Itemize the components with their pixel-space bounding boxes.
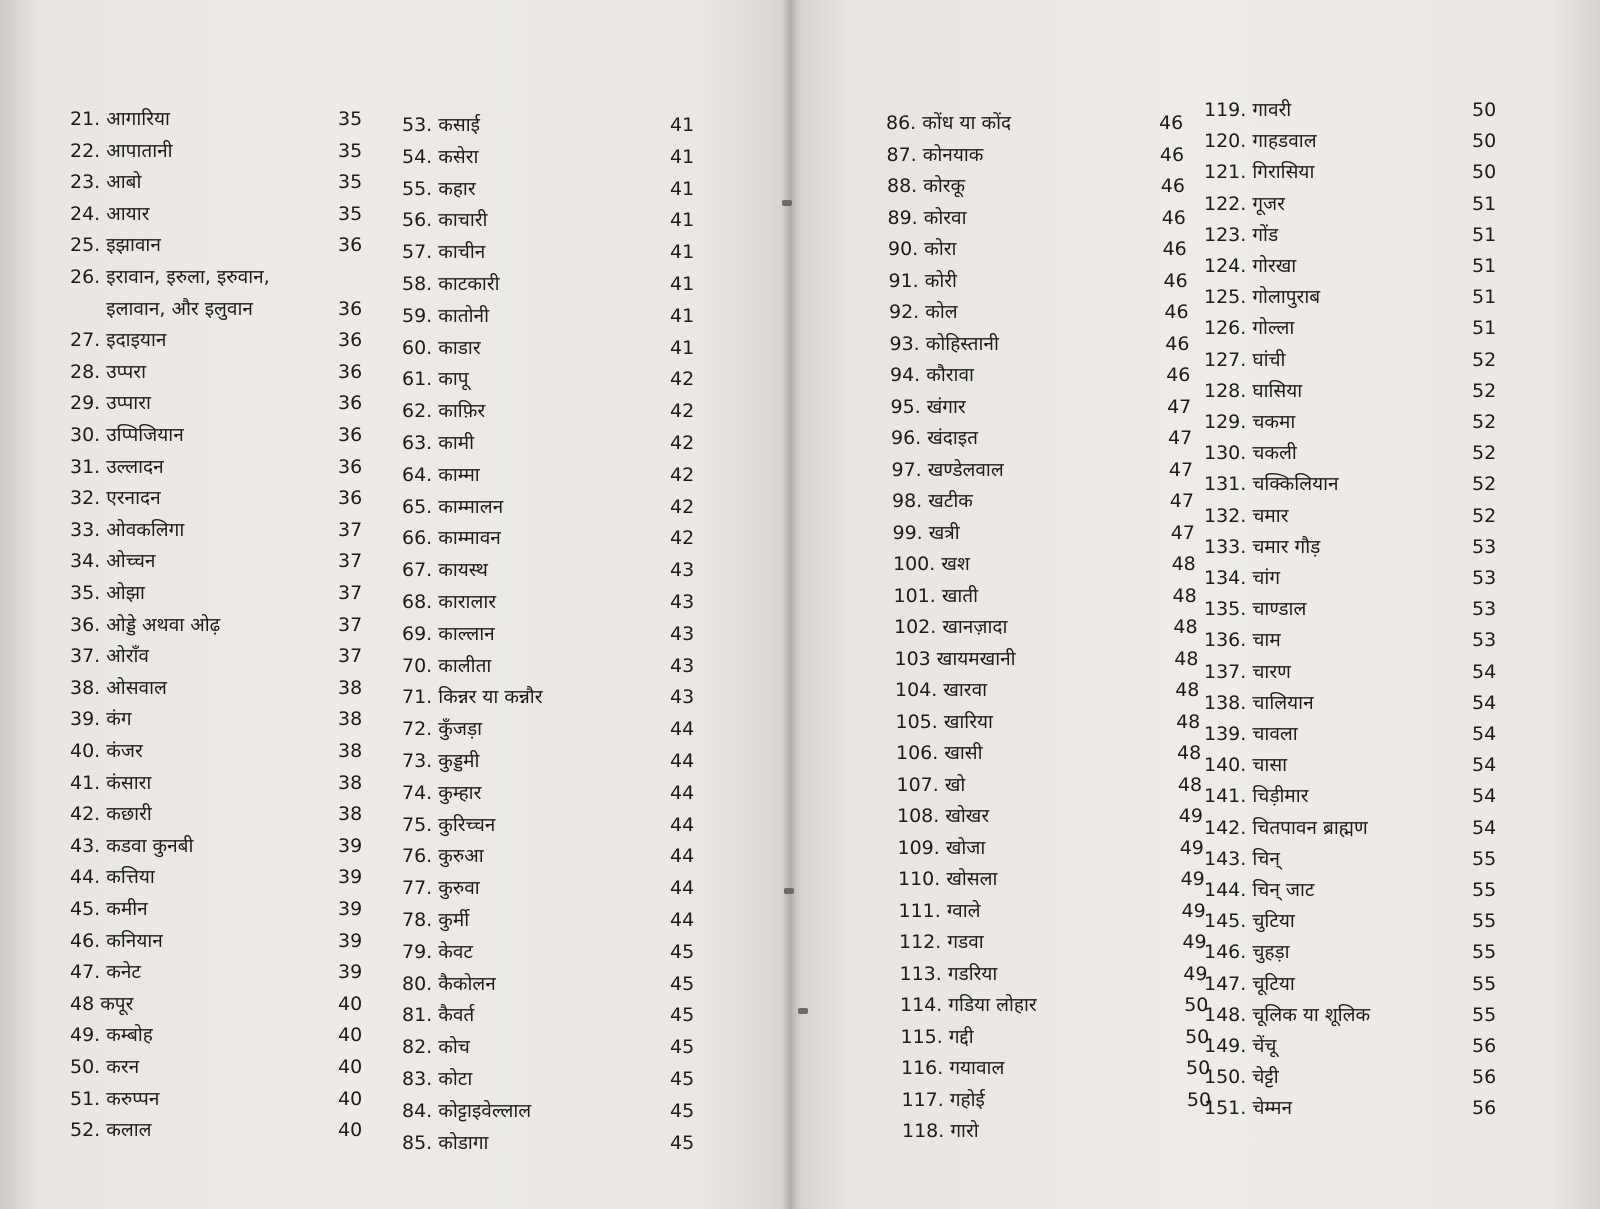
entry-page-number: 39 [338, 929, 363, 952]
entry-name: 113. गडरिया [899, 962, 998, 985]
entry-name: 33. ओवकलिगा [70, 518, 185, 541]
entry-page-number: 36 [338, 234, 363, 257]
entry-page-number: 39 [338, 961, 363, 984]
entry-name: 125. गोलापुराब [1204, 286, 1321, 309]
entry-name: 48 कपूर [70, 992, 134, 1015]
entry-page-number: 49 [1180, 868, 1205, 890]
entry-name: 151. चेम्मन [1204, 1097, 1292, 1120]
entry-page-number: 53 [1472, 567, 1497, 589]
entry-page-number: 37 [338, 582, 363, 604]
entry-page-number: 55 [1472, 1003, 1497, 1026]
entry-page-number: 51 [1472, 223, 1497, 246]
entry-name: 111. ग्वाले [898, 899, 981, 922]
entry-name: 135. चाण्डाल [1204, 598, 1307, 621]
entry-page-number: 51 [1472, 317, 1497, 340]
entry-name: 106. खासी [896, 742, 983, 764]
entry-name: 144. चिन् जाट [1204, 879, 1315, 901]
entry-page-number: 53 [1472, 535, 1497, 558]
entry-page-number: 52 [1472, 504, 1497, 527]
entry-name: 123. गोंड [1204, 223, 1279, 246]
entry-name: 73. कुड्डमी [402, 750, 480, 772]
entry-name: 47. कनेट [70, 961, 141, 984]
entry-name: 38. ओसवाल [70, 676, 167, 699]
entry-page-number: 39 [338, 866, 363, 889]
entry-page-number: 38 [338, 708, 363, 731]
entry-name: 94. कौरावा [890, 364, 974, 386]
entry-page-number: 35 [338, 139, 363, 162]
entry-page-number: 50 [1472, 99, 1497, 121]
entry-name: 141. चिड़ीमार [1204, 785, 1309, 808]
entry-page-number: 45 [670, 940, 695, 963]
entry-name: 44. कत्तिया [70, 866, 155, 889]
entry-name: 53. कसाई [402, 114, 480, 136]
entry-name: 120. गाहडवाल [1204, 130, 1317, 153]
entry-page-number: 41 [670, 304, 695, 327]
entry-name: 23. आबो [70, 171, 142, 194]
entry-name: 50. करन [70, 1056, 140, 1078]
entry-name: 96. खंदाइत [891, 427, 978, 449]
entry-page-number: 51 [1472, 192, 1497, 215]
entry-page-number: 41 [670, 145, 695, 168]
entry-page-number: 48 [1176, 710, 1201, 733]
right-page [790, 0, 1600, 1209]
entry-name: 89. कोरवा [887, 206, 967, 229]
entry-name: 32. एरनादन [70, 487, 161, 510]
entry-page-number: 48 [1173, 616, 1198, 638]
entry-name: 46. कनियान [70, 929, 163, 952]
entry-name: 112. गडवा [899, 931, 984, 953]
entry-page-number: 50 [1186, 1057, 1211, 1079]
entry-page-number: 46 [1166, 364, 1191, 386]
entry-name: 54. कसेरा [402, 145, 479, 168]
entry-name: 61. कापू [402, 368, 469, 391]
entry-name: 77. कुरुवा [402, 877, 480, 900]
entry-page-number: 52 [1472, 442, 1497, 465]
entry-name: 67. कायस्थ [402, 559, 488, 582]
entry-page-number: 50 [1185, 1025, 1210, 1048]
entry-name: 99. खत्री [892, 521, 960, 544]
entry-name: 130. चकली [1204, 442, 1297, 465]
entry-page-number: 40 [338, 1024, 363, 1047]
entry-name: 63. कामी [402, 432, 475, 454]
entry-name: 110. खोसला [898, 868, 998, 890]
entry-page-number: 54 [1472, 816, 1497, 839]
entry-page-number: 42 [670, 463, 695, 486]
entry-page-number: 48 [1171, 553, 1196, 575]
entry-name: 131. चक्किलियान [1204, 473, 1339, 496]
entry-page-number: 45 [670, 1068, 695, 1090]
entry-name: 114. गडिया लोहार [900, 994, 1037, 1016]
entry-name: 85. कोडागा [402, 1131, 489, 1154]
entry-page-number: 46 [1165, 332, 1190, 355]
entry-page-number: 40 [338, 1087, 363, 1110]
entry-name: 34. ओच्चन [70, 550, 156, 573]
entry-name: 64. काम्मा [402, 463, 480, 486]
entry-name: 68. कारालार [402, 591, 497, 613]
entry-name: 56. काचारी [402, 209, 488, 232]
entry-page-number: 55 [1472, 879, 1497, 901]
entry-page-number: 46 [1161, 206, 1186, 229]
entry-page-number: 37 [338, 550, 363, 573]
entry-page-number: 35 [338, 171, 363, 194]
entry-page-number: 36 [338, 487, 363, 510]
entry-page-number: 54 [1472, 723, 1497, 745]
entry-name: 146. चुहड़ा [1204, 941, 1290, 964]
entry-page-number: 51 [1472, 255, 1497, 277]
entry-name: 35. ओझा [70, 582, 145, 604]
entry-page-number: 41 [670, 336, 695, 359]
entry-page-number: 41 [670, 273, 695, 295]
entry-name: 142. चितपावन ब्राह्मण [1204, 816, 1368, 839]
entry-page-number: 36 [338, 360, 363, 383]
entry-page-number: 40 [338, 1119, 363, 1142]
entry-page-number: 36 [338, 455, 363, 478]
entry-name: 119. गावरी [1204, 99, 1292, 121]
entry-name: 60. काडार [402, 336, 481, 359]
entry-name: 22. आपातानी [70, 139, 173, 162]
entry-page-number: 50 [1472, 130, 1497, 153]
entry-name: 93. कोहिस्तानी [889, 332, 999, 355]
entry-page-number: 41 [670, 209, 695, 232]
entry-name: 86. कोंध या कोंद [886, 112, 1012, 134]
entry-page-number: 55 [1472, 910, 1497, 933]
entry-page-number: 43 [670, 559, 695, 582]
entry-name: 58. काटकारी [402, 273, 500, 295]
entry-name: 107. खो [896, 773, 966, 796]
entry-page-number: 41 [670, 114, 695, 136]
entry-page-number: 43 [670, 591, 695, 613]
entry-name: 121. गिरासिया [1204, 161, 1315, 184]
entry-name: 40. कंजर [70, 740, 143, 762]
entry-page-number: 44 [670, 877, 695, 900]
entry-name: 105. खारिया [895, 710, 993, 733]
entry-name: इलावान, और इलुवान [70, 297, 253, 320]
entry-page-number: 47 [1169, 490, 1194, 512]
entry-name: 103 खायमखानी [894, 647, 1016, 670]
entry-page-number: 54 [1472, 660, 1497, 683]
entry-name: 43. कडवा कुनबी [70, 834, 194, 857]
entry-page-number: 50 [1472, 161, 1497, 184]
entry-name: 41. कंसारा [70, 771, 152, 794]
entry-page-number: 38 [338, 676, 363, 699]
entry-name: 134. चांग [1204, 567, 1281, 589]
entry-page-number: 50 [1184, 994, 1209, 1016]
entry-name: 29. उप्पारा [70, 392, 151, 415]
entry-page-number: 56 [1472, 1035, 1497, 1057]
entry-page-number: 39 [338, 834, 363, 857]
entry-name: 137. चारण [1204, 660, 1291, 683]
entry-name: 115. गद्दी [900, 1025, 974, 1048]
entry-page-number: 45 [670, 1099, 695, 1122]
entry-name: 71. किन्नर या कन्नौर [402, 686, 543, 709]
entry-name: 42. कछारी [70, 803, 152, 826]
entry-page-number: 37 [338, 645, 363, 668]
entry-name: 109. खोजा [897, 836, 986, 859]
entry-page-number: 54 [1472, 754, 1497, 777]
entry-page-number: 44 [670, 909, 695, 931]
entry-page-number: 47 [1168, 427, 1193, 449]
entry-page-number: 48 [1172, 584, 1197, 607]
entry-name: 92. कोल [889, 301, 958, 323]
entry-name: 70. कालीता [402, 654, 492, 677]
entry-name: 51. करुप्पन [70, 1087, 160, 1110]
entry-name: 72. कुँजड़ा [402, 718, 483, 741]
entry-name: 24. आयार [70, 202, 150, 225]
entry-name: 128. घासिया [1204, 379, 1303, 402]
entry-name: 25. इझावान [70, 234, 161, 257]
entry-name: 69. काल्लान [402, 622, 495, 645]
entry-page-number: 44 [670, 845, 695, 868]
entry-name: 97. खण्डेलवाल [891, 458, 1004, 481]
entry-page-number: 46 [1164, 301, 1189, 323]
entry-name: 84. कोट्टाइवेल्लाल [402, 1099, 532, 1122]
entry-page-number: 43 [670, 686, 695, 709]
entry-name: 91. कोरी [888, 269, 957, 292]
entry-page-number: 53 [1472, 598, 1497, 621]
entry-page-number: 44 [670, 781, 695, 804]
entry-page-number: 45 [670, 1004, 695, 1027]
entry-name: 57. काचीन [402, 241, 486, 264]
entry-name: 124. गोरखा [1204, 255, 1297, 277]
entry-page-number: 36 [338, 392, 363, 415]
entry-page-number: 45 [670, 1036, 695, 1059]
entry-name: 127. घांची [1204, 348, 1286, 371]
entry-name: 126. गोल्ला [1204, 317, 1295, 340]
entry-name: 101. खाती [893, 584, 979, 607]
entry-page-number: 48 [1175, 679, 1200, 701]
entry-name: 78. कुर्मी [402, 909, 470, 931]
entry-name: 118. गारो [902, 1120, 979, 1142]
entry-page-number: 44 [670, 718, 695, 741]
entry-name: 55. कहार [402, 177, 476, 200]
entry-page-number: 49 [1181, 899, 1206, 922]
entry-page-number: 49 [1178, 805, 1203, 827]
entry-name: 39. कंग [70, 708, 132, 731]
entry-page-number: 49 [1183, 962, 1208, 985]
entry-page-number: 54 [1472, 691, 1497, 714]
entry-name: 133. चमार गौड़ [1204, 535, 1321, 558]
entry-page-number: 45 [670, 1131, 695, 1154]
entry-name: 45. कमीन [70, 898, 148, 920]
entry-page-number: 41 [670, 177, 695, 200]
entry-name: 95. खंगार [890, 395, 966, 418]
entry-page-number: 45 [670, 972, 695, 995]
entry-page-number: 48 [1177, 773, 1203, 796]
entry-page-number: 48 [1174, 647, 1199, 670]
entry-name: 31. उल्लादन [70, 455, 164, 478]
entry-name: 148. चूलिक या शूलिक [1204, 1003, 1371, 1026]
entry-page-number: 52 [1472, 473, 1497, 496]
entry-name: 88. कोरकू [887, 175, 966, 197]
binding-staple-middle [784, 888, 794, 894]
entry-name: 122. गूजर [1204, 192, 1285, 215]
entry-name: 74. कुम्हार [402, 781, 482, 804]
entry-page-number: 48 [1177, 742, 1202, 764]
entry-page-number: 36 [338, 297, 363, 320]
entry-page-number: 44 [670, 750, 695, 772]
binding-staple-bottom [798, 1008, 808, 1014]
entry-name: 83. कोटा [402, 1068, 473, 1090]
entry-name: 138. चालियान [1204, 691, 1314, 714]
entry-name: 90. कोरा [888, 238, 957, 260]
entry-page-number: 42 [670, 495, 695, 518]
entry-page-number: 51 [1472, 286, 1497, 309]
entry-name: 150. चेट्टी [1204, 1066, 1279, 1089]
entry-page-number: 55 [1472, 847, 1497, 870]
entry-name: 82. कोच [402, 1036, 470, 1059]
entry-page-number: 42 [670, 368, 695, 391]
entry-name: 145. चुटिया [1204, 910, 1295, 933]
entry-page-number: 38 [338, 771, 363, 794]
entry-page-number: 35 [338, 202, 363, 225]
book-gutter [782, 0, 798, 1209]
entry-name: 76. कुरुआ [402, 845, 484, 868]
entry-name: 65. काम्मालन [402, 495, 504, 518]
entry-name: 87. कोनयाक [886, 143, 984, 166]
entry-name: 52. कलाल [70, 1119, 152, 1142]
entry-page-number: 47 [1168, 458, 1194, 481]
entry-page-number: 46 [1162, 238, 1187, 260]
entry-name: 98. खटीक [892, 490, 973, 512]
entry-name: 36. ओड्डे अथवा ओढ़ [70, 613, 221, 636]
entry-name: 102. खानज़ादा [894, 616, 1008, 638]
entry-page-number: 42 [670, 527, 695, 550]
entry-name: 62. काफ़िर [402, 400, 486, 423]
entry-page-number: 38 [338, 803, 363, 826]
entry-name: 143. चिन् [1204, 847, 1280, 870]
entry-page-number: 53 [1472, 629, 1497, 652]
entry-page-number: 37 [338, 613, 363, 636]
entry-page-number: 40 [338, 992, 363, 1015]
entry-name: 81. कैवर्त [402, 1004, 475, 1027]
entry-page-number: 49 [1179, 836, 1204, 859]
entry-page-number: 43 [670, 654, 695, 677]
entry-name: 80. कैकोलन [402, 972, 496, 995]
entry-page-number: 44 [670, 813, 695, 836]
entry-name: 75. कुरिच्चन [402, 813, 496, 836]
entry-name: 116. गयावाल [901, 1057, 1005, 1079]
entry-name: 49. कम्बोह [70, 1024, 153, 1047]
entry-page-number: 43 [670, 622, 695, 645]
entry-name: 140. चासा [1204, 754, 1288, 777]
entry-page-number: 55 [1472, 972, 1497, 995]
entry-page-number: 49 [1182, 931, 1207, 953]
entry-name: 149. चेंचू [1204, 1035, 1277, 1057]
entry-name: 37. ओराँव [70, 645, 149, 668]
entry-page-number: 46 [1159, 112, 1184, 134]
entry-page-number: 46 [1160, 175, 1185, 197]
entry-page-number: 40 [338, 1056, 363, 1078]
entry-page-number: 36 [338, 424, 363, 446]
entry-page-number: 56 [1472, 1066, 1497, 1089]
entry-name: 104. खारवा [895, 679, 988, 701]
binding-staple-top [782, 200, 792, 206]
entry-page-number: 47 [1170, 521, 1195, 544]
entry-name: 30. उप्पिजियान [70, 424, 184, 446]
entry-name: 129. चकमा [1204, 411, 1296, 433]
entry-name: 59. कातोनी [402, 304, 489, 327]
entry-page-number: 47 [1167, 395, 1192, 418]
entry-page-number: 37 [338, 518, 363, 541]
entry-name: 117. गहोई [901, 1088, 985, 1111]
entry-page-number: 42 [670, 400, 695, 423]
entry-name: 26. इरावान, इरुला, इरुवान, [70, 266, 270, 288]
entry-name: 27. इदाइयान [70, 329, 167, 352]
entry-page-number: 52 [1472, 348, 1497, 371]
entry-name: 132. चमार [1204, 504, 1289, 527]
entry-name: 147. चूटिया [1204, 972, 1295, 995]
entry-page-number: 39 [338, 898, 363, 920]
entry-page-number: 46 [1163, 269, 1188, 292]
entry-page-number: 55 [1472, 941, 1497, 964]
entry-page-number: 41 [670, 241, 695, 264]
entry-page-number: 38 [338, 740, 363, 762]
entry-name: 108. खोखर [897, 805, 990, 827]
entry-page-number: 52 [1472, 379, 1497, 402]
left-page [0, 0, 790, 1209]
entry-page-number: 54 [1472, 785, 1497, 808]
entry-page-number: 46 [1159, 143, 1185, 166]
entry-page-number: 36 [338, 329, 363, 352]
entry-name: 136. चाम [1204, 629, 1281, 652]
entry-page-number: 56 [1472, 1097, 1497, 1120]
entry-page-number: 52 [1472, 411, 1497, 433]
entry-name: 28. उप्परा [70, 360, 147, 383]
entry-name: 100. खश [893, 553, 970, 575]
entry-page-number: 35 [338, 108, 363, 130]
entry-page-number: 42 [670, 432, 695, 454]
entry-name: 66. काम्मावन [402, 527, 501, 550]
entry-name: 139. चावला [1204, 723, 1298, 745]
entry-name: 79. केवट [402, 940, 473, 963]
entry-name: 21. आगारिया [70, 108, 170, 130]
entry-page-number: 50 [1186, 1088, 1212, 1111]
